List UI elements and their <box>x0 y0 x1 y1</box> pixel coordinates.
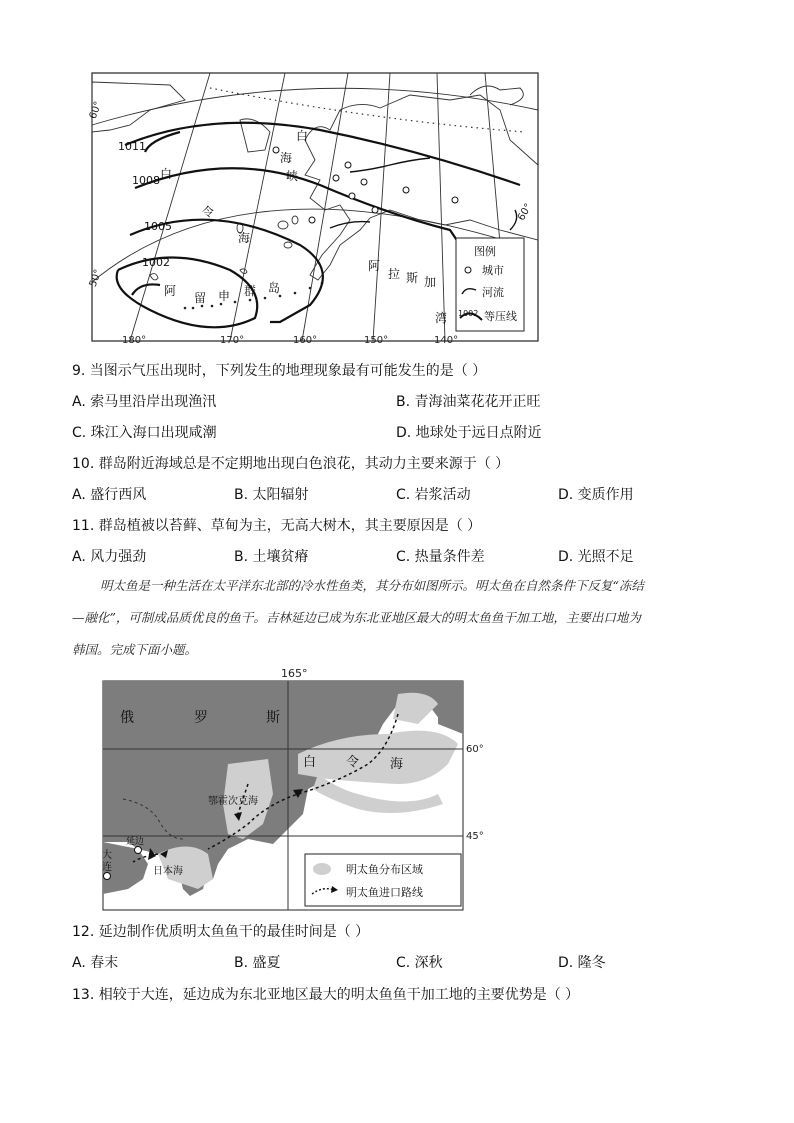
q12-option-b[interactable]: B. 盛夏 <box>234 955 281 971</box>
isobar-label-1005: 1005 <box>144 220 172 233</box>
bering-char-1b: 白 <box>303 755 317 770</box>
aleutian-char-3: 申 <box>218 289 231 303</box>
q9-option-c[interactable]: C. 珠江入海口出现咸潮 <box>72 425 217 441</box>
aleutian-char-4: 群 <box>244 284 257 298</box>
q10-option-c[interactable]: C. 岩浆活动 <box>396 487 471 503</box>
bering-char-1: 白 <box>160 167 173 181</box>
lat-label-60-left: 60° <box>87 100 105 121</box>
legend-river: 河流 <box>482 286 504 299</box>
q11-option-c[interactable]: C. 热量条件差 <box>396 549 485 565</box>
q12-option-a[interactable]: A. 春末 <box>72 955 119 971</box>
passage-line-1: 明太鱼是一种生活在太平洋东北部的冷水性鱼类，其分布如图所示。明太鱼在自然条件下反复“冻结 <box>100 578 644 593</box>
q12-option-d[interactable]: D. 隆冬 <box>558 955 606 971</box>
isobar-label-1002: 1002 <box>142 256 170 269</box>
russia-char-2: 罗 <box>194 710 208 726</box>
lat-label-50-left: 50° <box>87 268 105 289</box>
dalian-char-2: 连 <box>102 862 112 873</box>
q12-option-c[interactable]: C. 深秋 <box>396 955 443 971</box>
legend-city: 城市 <box>482 264 504 277</box>
q11-option-b[interactable]: B. 土壤贫瘠 <box>234 549 309 565</box>
distribution-symbol-icon <box>313 863 331 875</box>
bering-char-2: 令 <box>202 205 215 219</box>
lat-label-60: 60° <box>466 744 484 755</box>
lon-label-150: 150° <box>364 335 389 346</box>
map2-legend <box>305 854 461 906</box>
bering-char-3b: 海 <box>390 757 404 772</box>
aleutian-char-2: 留 <box>194 291 207 305</box>
pollock-distribution-map <box>98 664 490 914</box>
passage-line-2: —融化”，可制成品质优良的鱼干。吉林延边已成为东北亚地区最大的明太鱼鱼干加工地，主要出口地为 <box>72 610 641 625</box>
legend-isobar-value: 1002 <box>458 309 479 318</box>
alaska-char-4: 加 <box>424 275 437 289</box>
question-12-stem: 12. 延边制作优质明太鱼鱼干的最佳时间是（ ） <box>72 924 370 940</box>
okhotsk-label: 鄂霍次克海 <box>208 796 258 807</box>
lon-label-180: 180° <box>122 335 147 346</box>
q11-option-d[interactable]: D. 光照不足 <box>558 549 634 565</box>
yanbian-label: 延边 <box>126 837 145 847</box>
yanbian-point-icon <box>135 847 142 854</box>
bering-pressure-map <box>87 70 540 350</box>
city-symbol-icon <box>465 267 471 273</box>
aleutian-char-5: 岛 <box>268 281 281 295</box>
strait-char-1: 白 <box>296 129 309 143</box>
lon-label-140: 140° <box>434 335 459 346</box>
isobar-label-1011: 1011 <box>118 140 146 153</box>
legend-isobar: 等压线 <box>484 310 517 323</box>
q10-option-a[interactable]: A. 盛行西风 <box>72 487 147 503</box>
aleutian-char-1: 阿 <box>164 284 177 298</box>
lat-label-60-right: 60° <box>516 201 535 223</box>
lat-label-45: 45° <box>466 831 484 842</box>
question-11-stem: 11. 群岛植被以苔藓、草甸为主，无高大树木，其主要原因是（ ） <box>72 518 482 534</box>
question-9-stem: 9. 当图示气压出现时，下列发生的地理现象最有可能发生的是（ ） <box>72 363 487 379</box>
alaska-char-5: 湾 <box>435 311 448 325</box>
alaska-char-1: 阿 <box>368 259 381 273</box>
legend-distribution: 明太鱼分布区域 <box>346 863 423 876</box>
q10-option-b[interactable]: B. 太阳辐射 <box>234 487 309 503</box>
q9-option-a[interactable]: A. 索马里沿岸出现渔汛 <box>72 394 217 410</box>
bering-char-2b: 令 <box>346 755 360 770</box>
passage-line-3: 韩国。完成下面小题。 <box>72 642 198 657</box>
dalian-point-icon <box>104 873 111 880</box>
bering-char-3: 海 <box>238 231 251 245</box>
q11-option-a[interactable]: A. 风力强劲 <box>72 549 147 565</box>
lon-label-165: 165° <box>281 667 308 680</box>
alaska-char-2: 拉 <box>388 267 401 281</box>
lon-label-160: 160° <box>293 335 318 346</box>
q9-option-d[interactable]: D. 地球处于远日点附近 <box>396 425 542 441</box>
map1-legend <box>456 238 524 331</box>
question-10-stem: 10. 群岛附近海域总是不定期地出现白色浪花，其动力主要来源于（ ） <box>72 456 510 472</box>
q9-option-b[interactable]: B. 青海油菜花花开正旺 <box>396 394 541 410</box>
q10-option-d[interactable]: D. 变质作用 <box>558 487 634 503</box>
question-13-stem: 13. 相较于大连，延边成为东北亚地区最大的明太鱼鱼干加工地的主要优势是（ ） <box>72 987 580 1003</box>
lon-label-170: 170° <box>220 335 245 346</box>
isobar-label-1008: 1008 <box>132 174 160 187</box>
strait-char-2: 海 <box>280 151 293 165</box>
strait-char-3: 峡 <box>286 169 299 183</box>
dalian-char-1: 大 <box>102 850 112 861</box>
legend-route: 明太鱼进口路线 <box>346 886 423 899</box>
japan-sea-label: 日本海 <box>153 866 183 877</box>
legend-title: 图例 <box>474 245 496 258</box>
russia-char-3: 斯 <box>266 710 280 726</box>
alaska-char-3: 斯 <box>406 271 419 285</box>
russia-char-1: 俄 <box>120 710 134 726</box>
